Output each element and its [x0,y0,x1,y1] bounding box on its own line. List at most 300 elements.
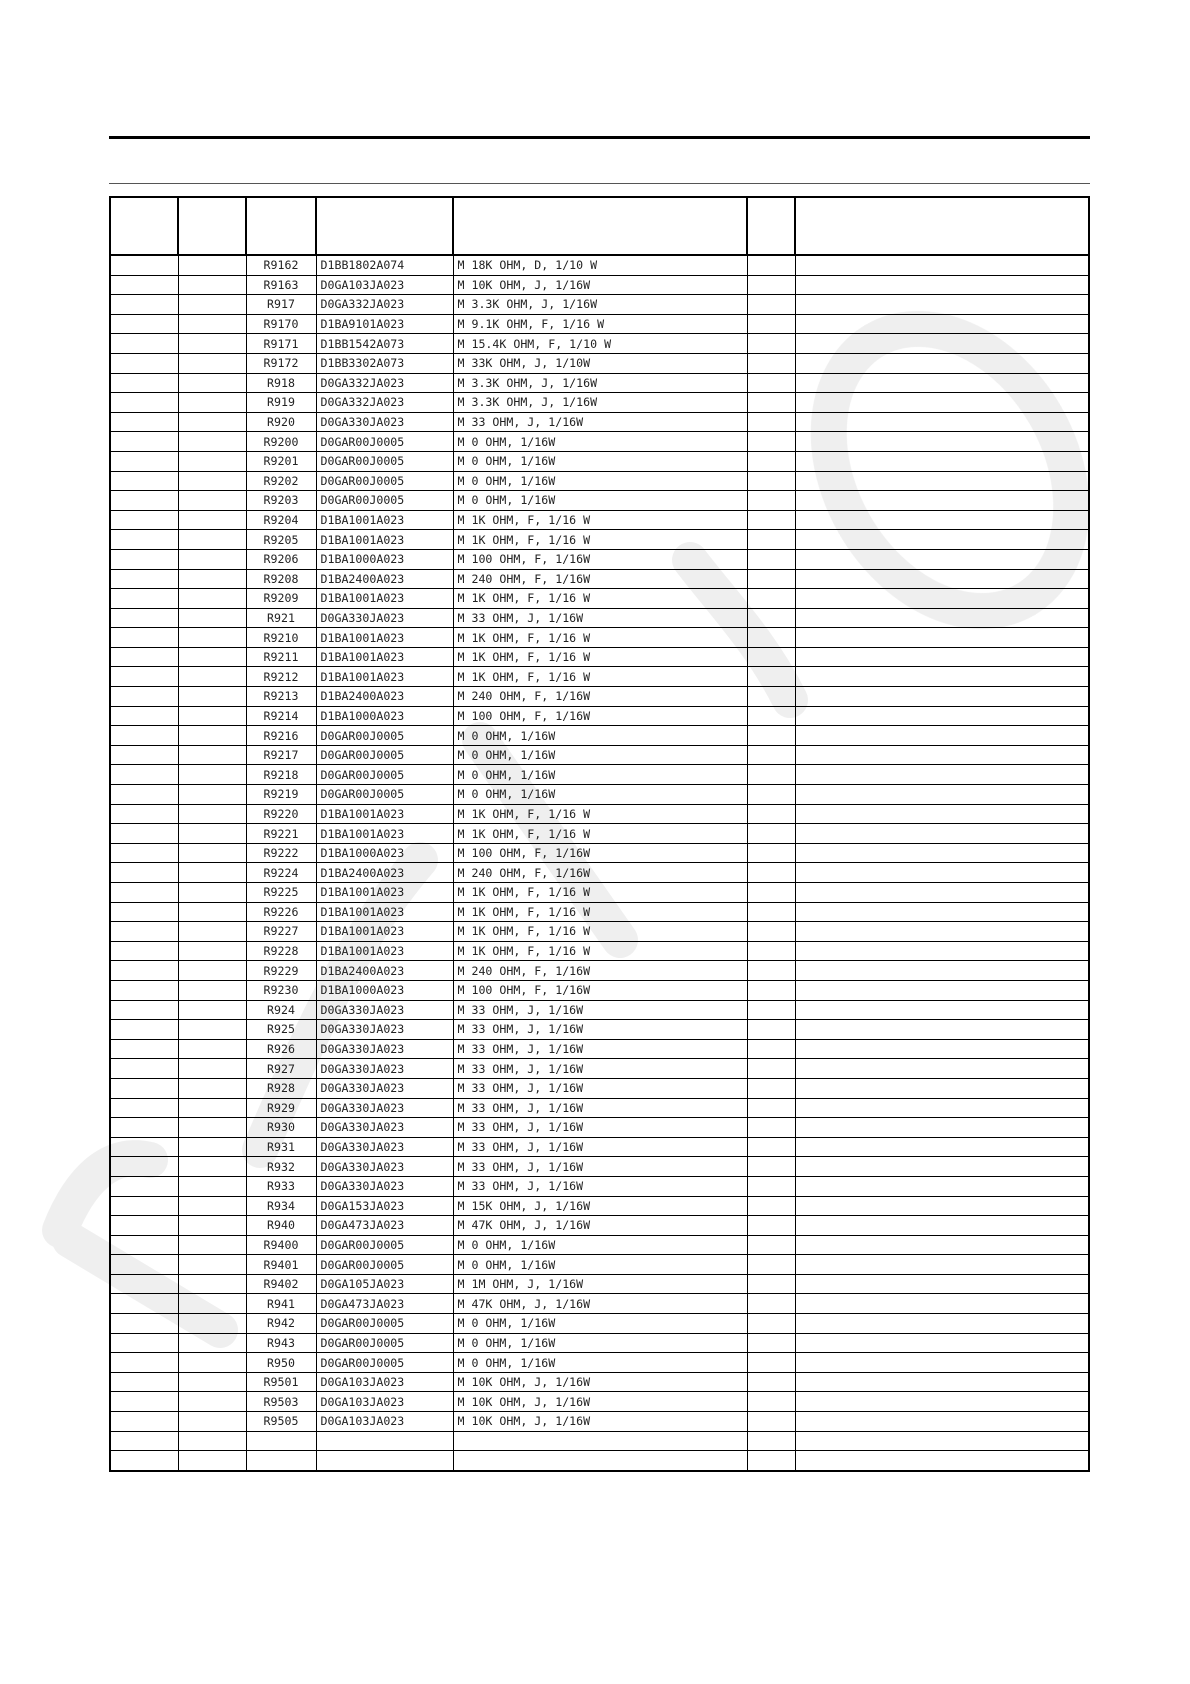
cell-blank-c [747,1000,795,1020]
table-row [110,1412,1089,1432]
cell-blank-a [110,510,178,530]
part-number-cell: D0GAR00J0005 [316,765,453,785]
remarks-cell [795,863,1089,883]
part-number-cell: D0GA105JA023 [316,1274,453,1294]
table-row [110,432,1089,452]
cell-blank-c [747,510,795,530]
cell-blank-b [178,1039,246,1059]
part-number-cell: D1BB3302A073 [316,353,453,373]
part-number-cell: D1BA2400A023 [316,569,453,589]
part-number-cell: D0GAR00J0005 [316,471,453,491]
table-row [110,1000,1089,1020]
cell-blank-b [178,1274,246,1294]
cell-blank-b [178,922,246,942]
ref-cell: R9220 [246,804,316,824]
cell-blank-b [178,1255,246,1275]
part-number-cell: D1BA1001A023 [316,589,453,609]
ref-cell: R9213 [246,687,316,707]
cell-blank-a [110,745,178,765]
remarks-cell [795,334,1089,354]
remarks-cell [795,785,1089,805]
description-cell: M 18K OHM, D, 1/10 W [453,255,747,275]
cell-blank-b [178,608,246,628]
part-number-cell: D0GAR00J0005 [316,726,453,746]
cell-blank-a [110,373,178,393]
ref-cell: R9211 [246,647,316,667]
cell-blank-a [110,1196,178,1216]
part-number-cell: D1BA1001A023 [316,922,453,942]
remarks-cell [795,804,1089,824]
description-cell: M 33 OHM, J, 1/16W [453,1078,747,1098]
cell-blank-b [178,863,246,883]
ref-cell: R9216 [246,726,316,746]
cell-blank-b [178,549,246,569]
remarks-cell [795,295,1089,315]
cell-blank-a [110,1314,178,1334]
cell-blank-b [178,1000,246,1020]
description-cell: M 240 OHM, F, 1/16W [453,687,747,707]
remarks-cell [795,843,1089,863]
table-row [110,1196,1089,1216]
cell-blank-a [110,883,178,903]
cell-blank-b [178,1059,246,1079]
cell-blank-c [747,1020,795,1040]
cell-blank-a [110,1176,178,1196]
cell-blank-c [747,353,795,373]
ref-cell: R926 [246,1039,316,1059]
description-cell: M 100 OHM, F, 1/16W [453,706,747,726]
table-row [110,824,1089,844]
cell-blank-a [110,726,178,746]
ref-cell: R9402 [246,1274,316,1294]
cell-blank-a [110,647,178,667]
cell-blank-a [110,706,178,726]
part-number-cell: D0GA332JA023 [316,295,453,315]
cell-blank-b [178,843,246,863]
table-header-row [110,197,1089,255]
cell-blank-c [747,726,795,746]
cell-blank-b [178,1372,246,1392]
part-number-cell: D0GAR00J0005 [316,1314,453,1334]
cell-blank-c [747,843,795,863]
description-cell: M 33 OHM, J, 1/16W [453,1059,747,1079]
cell-blank-a [110,961,178,981]
part-number-cell: D0GA330JA023 [316,1078,453,1098]
cell-blank-b [178,314,246,334]
part-number-cell: D0GA330JA023 [316,1039,453,1059]
description-cell: M 0 OHM, 1/16W [453,1314,747,1334]
table-row [110,1098,1089,1118]
description-cell: M 10K OHM, J, 1/16W [453,1412,747,1432]
remarks-cell [795,824,1089,844]
description-cell: M 10K OHM, J, 1/16W [453,1372,747,1392]
cell-blank-c [747,1255,795,1275]
cell-blank-a [110,1078,178,1098]
part-number-cell: D0GA330JA023 [316,1157,453,1177]
cell-blank-c [747,667,795,687]
table-row [110,1137,1089,1157]
top-rule [109,136,1090,139]
table-row [110,726,1089,746]
ref-cell: R9210 [246,628,316,648]
remarks-cell [795,510,1089,530]
remarks-cell [795,980,1089,1000]
cell-blank-c [747,1392,795,1412]
cell-blank-b [178,295,246,315]
cell-blank-c [747,1216,795,1236]
ref-cell: R9503 [246,1392,316,1412]
part-number-cell: D0GAR00J0005 [316,785,453,805]
part-number-cell: D0GA332JA023 [316,393,453,413]
cell-blank-a [110,393,178,413]
table-row [110,902,1089,922]
cell-blank-a [110,608,178,628]
part-number-cell [316,1431,453,1451]
ref-cell: R9230 [246,980,316,1000]
ref-cell: R9501 [246,1372,316,1392]
cell-blank-c [747,785,795,805]
description-cell: M 1K OHM, F, 1/16 W [453,589,747,609]
cell-blank-c [747,804,795,824]
cell-blank-a [110,1255,178,1275]
cell-blank-b [178,451,246,471]
description-cell: M 33 OHM, J, 1/16W [453,1118,747,1138]
remarks-cell [795,1333,1089,1353]
ref-cell: R931 [246,1137,316,1157]
ref-cell: R942 [246,1314,316,1334]
part-number-cell: D0GA103JA023 [316,275,453,295]
header-cell [747,197,795,255]
remarks-cell [795,961,1089,981]
remarks-cell [795,1216,1089,1236]
cell-blank-b [178,1216,246,1236]
cell-blank-a [110,275,178,295]
ref-cell: R940 [246,1216,316,1236]
remarks-cell [795,530,1089,550]
remarks-cell [795,255,1089,275]
ref-cell: R9217 [246,745,316,765]
table-row [110,1039,1089,1059]
cell-blank-a [110,1353,178,1373]
cell-blank-c [747,1372,795,1392]
cell-blank-c [747,863,795,883]
part-number-cell: D0GAR00J0005 [316,1333,453,1353]
cell-blank-a [110,1059,178,1079]
table-row [110,1059,1089,1079]
ref-cell: R9201 [246,451,316,471]
cell-blank-c [747,1196,795,1216]
cell-blank-a [110,432,178,452]
cell-blank-c [747,314,795,334]
remarks-cell [795,1196,1089,1216]
table-row [110,941,1089,961]
part-number-cell: D0GA330JA023 [316,1059,453,1079]
table-row [110,1157,1089,1177]
description-cell: M 0 OHM, 1/16W [453,1255,747,1275]
remarks-cell [795,569,1089,589]
part-number-cell: D0GA103JA023 [316,1372,453,1392]
cell-blank-b [178,1137,246,1157]
remarks-cell [795,1294,1089,1314]
table-row [110,412,1089,432]
cell-blank-a [110,804,178,824]
ref-cell: R9206 [246,549,316,569]
part-number-cell: D1BA1000A023 [316,549,453,569]
table-row [110,687,1089,707]
cell-blank-b [178,1451,246,1471]
part-number-cell: D0GAR00J0005 [316,745,453,765]
cell-blank-a [110,295,178,315]
cell-blank-c [747,1137,795,1157]
part-number-cell: D1BA1001A023 [316,902,453,922]
cell-blank-a [110,902,178,922]
remarks-cell [795,1000,1089,1020]
cell-blank-a [110,589,178,609]
description-cell: M 0 OHM, 1/16W [453,1333,747,1353]
description-cell: M 1K OHM, F, 1/16 W [453,883,747,903]
part-number-cell: D1BA1000A023 [316,980,453,1000]
remarks-cell [795,902,1089,922]
description-cell: M 0 OHM, 1/16W [453,1353,747,1373]
cell-blank-a [110,1137,178,1157]
table-row [110,275,1089,295]
ref-cell: R9170 [246,314,316,334]
cell-blank-c [747,1431,795,1451]
cell-blank-b [178,589,246,609]
table-row [110,745,1089,765]
description-cell: M 240 OHM, F, 1/16W [453,961,747,981]
remarks-cell [795,1392,1089,1412]
description-cell: M 33 OHM, J, 1/16W [453,1098,747,1118]
description-cell: M 33 OHM, J, 1/16W [453,1157,747,1177]
cell-blank-c [747,1157,795,1177]
remarks-cell [795,1059,1089,1079]
cell-blank-b [178,980,246,1000]
part-number-cell: D0GA330JA023 [316,608,453,628]
ref-cell: R925 [246,1020,316,1040]
cell-blank-b [178,1314,246,1334]
cell-blank-a [110,1372,178,1392]
cell-blank-b [178,1412,246,1432]
cell-blank-c [747,902,795,922]
remarks-cell [795,745,1089,765]
description-cell: M 0 OHM, 1/16W [453,1235,747,1255]
cell-blank-c [747,647,795,667]
description-cell: M 33 OHM, J, 1/16W [453,1137,747,1157]
remarks-cell [795,353,1089,373]
part-number-cell: D0GA332JA023 [316,373,453,393]
part-number-cell: D0GA330JA023 [316,412,453,432]
ref-cell: R929 [246,1098,316,1118]
remarks-cell [795,314,1089,334]
table-row [110,510,1089,530]
cell-blank-c [747,706,795,726]
table-row [110,961,1089,981]
ref-cell: R9171 [246,334,316,354]
cell-blank-b [178,824,246,844]
table-row [110,1314,1089,1334]
cell-blank-a [110,1118,178,1138]
part-number-cell: D0GA153JA023 [316,1196,453,1216]
remarks-cell [795,1274,1089,1294]
table-row [110,785,1089,805]
table-row [110,1020,1089,1040]
description-cell: M 0 OHM, 1/16W [453,765,747,785]
table-row [110,628,1089,648]
cell-blank-c [747,941,795,961]
table-row [110,1353,1089,1373]
part-number-cell: D0GAR00J0005 [316,1235,453,1255]
ref-cell: R941 [246,1294,316,1314]
description-cell: M 9.1K OHM, F, 1/16 W [453,314,747,334]
cell-blank-a [110,1294,178,1314]
part-number-cell: D0GA473JA023 [316,1216,453,1236]
description-cell: M 15.4K OHM, F, 1/10 W [453,334,747,354]
header-cell [178,197,246,255]
ref-cell: R918 [246,373,316,393]
cell-blank-c [747,1333,795,1353]
cell-blank-c [747,1412,795,1432]
remarks-cell [795,1255,1089,1275]
cell-blank-c [747,295,795,315]
ref-cell: R930 [246,1118,316,1138]
description-cell: M 240 OHM, F, 1/16W [453,863,747,883]
description-cell: M 0 OHM, 1/16W [453,471,747,491]
remarks-cell [795,1176,1089,1196]
cell-blank-b [178,628,246,648]
table-row [110,1176,1089,1196]
cell-blank-b [178,275,246,295]
remarks-cell [795,275,1089,295]
table-row [110,451,1089,471]
part-number-cell: D1BA9101A023 [316,314,453,334]
table-row [110,471,1089,491]
ref-cell: R9401 [246,1255,316,1275]
table-row [110,706,1089,726]
part-number-cell: D0GA330JA023 [316,1098,453,1118]
table-row [110,883,1089,903]
remarks-cell [795,706,1089,726]
cell-blank-c [747,393,795,413]
cell-blank-a [110,667,178,687]
cell-blank-b [178,1098,246,1118]
cell-blank-a [110,1216,178,1236]
table-row [110,334,1089,354]
part-number-cell: D1BA1001A023 [316,667,453,687]
cell-blank-a [110,785,178,805]
table-row [110,1372,1089,1392]
cell-blank-c [747,1353,795,1373]
cell-blank-a [110,980,178,1000]
cell-blank-a [110,471,178,491]
cell-blank-b [178,1353,246,1373]
part-number-cell: D1BA1001A023 [316,883,453,903]
table-row [110,569,1089,589]
cell-blank-c [747,1294,795,1314]
cell-blank-b [178,491,246,511]
description-cell: M 3.3K OHM, J, 1/16W [453,295,747,315]
remarks-cell [795,726,1089,746]
cell-blank-c [747,589,795,609]
description-cell: M 0 OHM, 1/16W [453,726,747,746]
ref-cell: R9204 [246,510,316,530]
header-cell [453,197,747,255]
remarks-cell [795,667,1089,687]
part-number-cell: D1BA1001A023 [316,647,453,667]
description-cell: M 33 OHM, J, 1/16W [453,608,747,628]
description-cell: M 100 OHM, F, 1/16W [453,980,747,1000]
cell-blank-b [178,569,246,589]
part-number-cell: D1BA1000A023 [316,706,453,726]
part-number-cell: D0GA103JA023 [316,1392,453,1412]
cell-blank-c [747,980,795,1000]
ref-cell: R9209 [246,589,316,609]
cell-blank-a [110,451,178,471]
remarks-cell [795,1118,1089,1138]
remarks-cell [795,432,1089,452]
part-number-cell: D0GA330JA023 [316,1020,453,1040]
remarks-cell [795,373,1089,393]
cell-blank-b [178,432,246,452]
remarks-cell [795,1020,1089,1040]
ref-cell: R9225 [246,883,316,903]
remarks-cell [795,393,1089,413]
cell-blank-c [747,451,795,471]
description-cell: M 1K OHM, F, 1/16 W [453,530,747,550]
ref-cell: R9172 [246,353,316,373]
cell-blank-a [110,255,178,275]
cell-blank-b [178,1157,246,1177]
cell-blank-a [110,491,178,511]
cell-blank-c [747,1098,795,1118]
table-row [110,843,1089,863]
cell-blank-b [178,353,246,373]
description-cell: M 0 OHM, 1/16W [453,745,747,765]
remarks-cell [795,1039,1089,1059]
ref-cell: R920 [246,412,316,432]
ref-cell: R9226 [246,902,316,922]
description-cell: M 0 OHM, 1/16W [453,451,747,471]
cell-blank-a [110,1451,178,1471]
cell-blank-a [110,334,178,354]
remarks-cell [795,1353,1089,1373]
cell-blank-a [110,1392,178,1412]
cell-blank-c [747,275,795,295]
cell-blank-b [178,412,246,432]
table-row [110,667,1089,687]
cell-blank-b [178,785,246,805]
cell-blank-c [747,549,795,569]
remarks-cell [795,1137,1089,1157]
cell-blank-a [110,1274,178,1294]
description-cell: M 0 OHM, 1/16W [453,491,747,511]
remarks-cell [795,589,1089,609]
cell-blank-b [178,530,246,550]
table-row [110,314,1089,334]
cell-blank-a [110,353,178,373]
cell-blank-b [178,334,246,354]
part-number-cell: D1BA1001A023 [316,941,453,961]
table-row [110,255,1089,275]
remarks-cell [795,549,1089,569]
remarks-cell [795,922,1089,942]
cell-blank-c [747,1176,795,1196]
cell-blank-b [178,883,246,903]
table-row [110,589,1089,609]
cell-blank-b [178,1176,246,1196]
cell-blank-a [110,412,178,432]
remarks-cell [795,412,1089,432]
